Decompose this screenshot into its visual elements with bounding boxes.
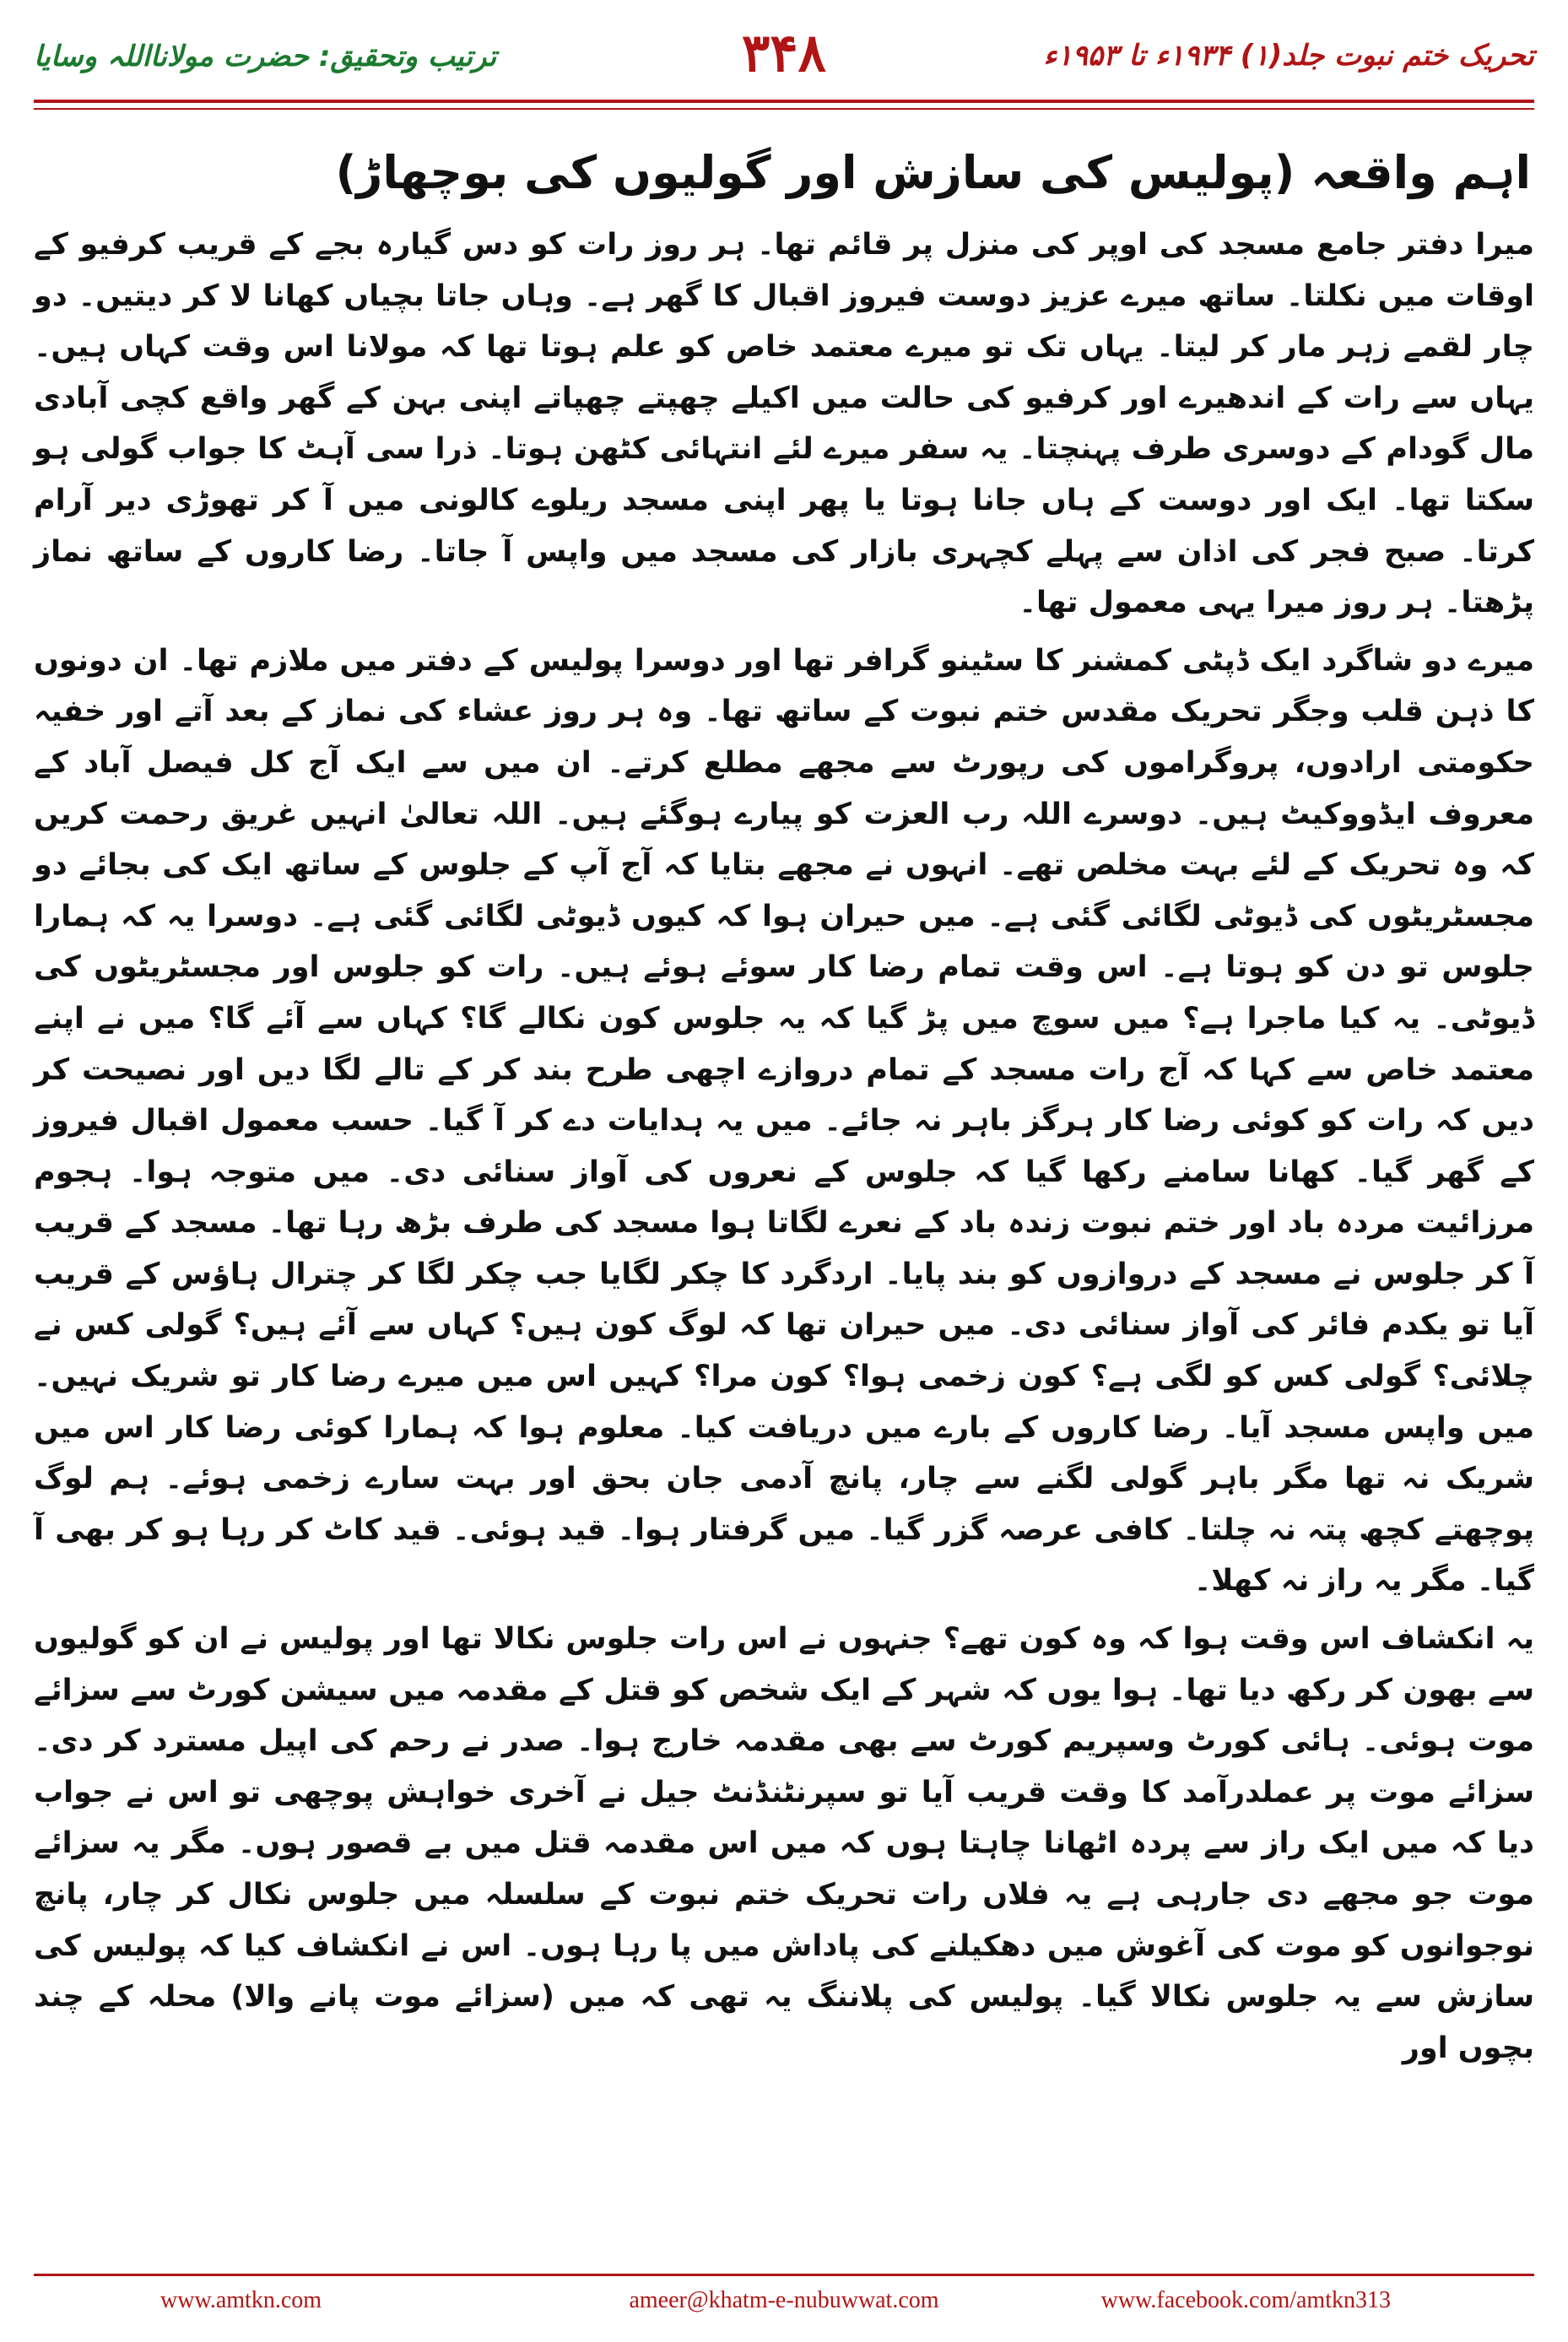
email-link[interactable]: ameer@khatm-e-nubuwwat.com [629,2287,939,2313]
footer-divider [34,2274,1534,2276]
paragraph: میرا دفتر جامع مسجد کی اوپر کی منزل پر قائم تھا۔ ہر روز رات کو دس گیارہ بجے کے قریب کرفیو کے اوقات میں نکلتا۔ ساتھ میرے عزیز دوست فیروز اقبال کا گھر ہے۔ وہاں جاتا بچیاں کھانا لا کر دیتیں۔ دو چار لقمے زہر مار کر لیتا۔ یہاں تک تو میرے معتمد خاص کو علم ہوتا تھا کہ مولانا اس وقت کہاں ہیں۔ یہاں سے رات کے اندھیرے اور کرفیو کی حالت میں اکیلے چھپتے چھپاتے اپنی بہن کے گھر واقع کچی آبادی مال گودام کے دوسری طرف پہنچتا۔ یہ سفر میرے لئے انتہائی کٹھن ہوتا۔ ذرا سی آہٹ کا جواب گولی ہو سکتا تھا۔ ایک اور دوست کے ہاں جانا ہوتا یا پھر اپنی مسجد ریلوے کالونی میں آ کر تھوڑی دیر آرام کرتا۔ صبح فجر کی اذان سے پہلے کچہری بازار کی مسجد میں واپس آ جاتا۔ رضا کاروں کے ساتھ نماز پڑھتا۔ ہر روز میرا یہی معمول تھا۔ [34,228,1534,620]
book-title: تحریک ختم نبوت جلد(۱) ۱۹۳۴ء تا ۱۹۵۳ء [1043,39,1534,73]
website-link[interactable]: www.amtkn.com [160,2287,322,2313]
paragraph: میرے دو شاگرد ایک ڈپٹی کمشنر کا سٹینو گرافر تھا اور دوسرا پولیس کے دفتر میں ملازم تھا۔ ان دونوں کا ذہن قلب وجگر تحریک مقدس ختم نبوت کے ساتھ تھا۔ وہ ہر روز عشاء کی نماز کے بعد آتے اور خفیہ حکومتی ارادوں، پروگراموں کی رپورٹ سے مجھے مطلع کرتے۔ ان میں سے ایک آج کل فیصل آباد کے معروف ایڈووکیٹ ہیں۔ دوسرے اللہ رب العزت کو پیارے ہوگئے ہیں۔ اللہ تعالیٰ انہیں غریق رحمت کریں کہ وہ تحریک کے لئے بہت مخلص تھے۔ انہوں نے مجھے بتایا کہ آج آپ کے جلوس کے ساتھ ایک کی بجائے دو مجسٹریٹوں کی ڈیوٹی لگائی گئی ہے۔ میں حیران ہوا کہ کیوں ڈیوٹی لگائی گئی ہے۔ دوسرا یہ کہ ہمارا جلوس تو دن کو ہوتا ہے۔ اس وقت تمام رضا کار سوئے ہوئے ہیں۔ رات کو جلوس اور مجسٹریٹوں کی ڈیوٹی۔ یہ کیا ماجرا ہے؟ میں سوچ میں پڑ گیا کہ یہ جلوس کون نکالے گا؟ کہاں سے آئے گا؟ میں نے اپنے معتمد خاص سے کہا کہ آج رات مسجد کے تمام دروازے اچھی طرح بند کر کے تالے لگا دیں اور نصیحت کر دیں کہ رات کو کوئی رضا کار ہرگز باہر نہ جائے۔ میں یہ ہدایات دے کر آ گیا۔ حسب معمول اقبال فیروز کے گھر گیا۔ کھانا سامنے رکھا گیا کہ جلوس کے نعروں کی آواز سنائی دی۔ میں متوجہ ہوا۔ ہجوم مرزائیت مردہ باد اور ختم نبوت زندہ باد کے نعرے لگاتا ہوا مسجد کی طرف بڑھ رہا تھا۔ مسجد کے قریب آ کر جلوس نے مسجد کے دروازوں کو بند پایا۔ اردگرد کا چکر لگایا جب چکر لگا کر چترال ہاؤس کے قریب آیا تو یکدم فائر کی آواز سنائی دی۔ میں حیران تھا کہ لوگ کون ہیں؟ کہاں سے آئے ہیں؟ گولی کس نے چلائی؟ گولی کس کو لگی ہے؟ کون زخمی ہوا؟ کون مرا؟ کہیں اس میں میرے رضا کار تو شریک نہیں۔ میں واپس مسجد آیا۔ رضا کاروں کے بارے میں دریافت کیا۔ معلوم ہوا کہ ہمارا کوئی رضا کار اس میں شریک نہ تھا مگر باہر گولی لگنے سے چار، پانچ آدمی جان بحق اور بہت سارے زخمی ہوئے۔ ہم لوگ پوچھتے کچھ پتہ نہ چلتا۔ کافی عرصہ گزر گیا۔ میں گرفتار ہوا۔ قید ہوئی۔ قید کاٹ کر رہا ہو کر بھی آ گیا۔ مگر یہ راز نہ کھلا۔ [34,643,1534,1598]
page-footer [0,2269,1568,2342]
article-body [34,127,1534,2253]
facebook-link[interactable]: www.facebook.com/amtkn313 [1100,2287,1391,2313]
editor-credit: ترتیب وتحقیق: حضرت مولانااللہ وسایا [34,40,497,73]
paragraph: یہ انکشاف اس وقت ہوا کہ وہ کون تھے؟ جنہوں نے اس رات جلوس نکالا تھا اور پولیس نے ان کو گولیوں سے بھون کر رکھ دیا تھا۔ ہوا یوں کہ شہر کے ایک شخص کو قتل کے مقدمہ میں سیشن کورٹ سے سزائے موت ہوئی۔ ہائی کورٹ وسپریم کورٹ سے بھی مقدمہ خارج ہوا۔ صدر نے رحم کی اپیل مسترد کر دی۔ سزائے موت پر عملدرآمد کا وقت قریب آیا تو سپرنٹنڈنٹ جیل نے آخری خواہش پوچھی تو اس نے جواب دیا کہ میں ایک راز سے پردہ اٹھانا چاہتا ہوں کہ میں اس مقدمہ قتل میں بے قصور ہوں۔ مگر یہ سزائے موت جو مجھے دی جارہی ہے یہ فلاں رات تحریک ختم نبوت کے سلسلہ میں جلوس نکال کر چار، پانچ نوجوانوں کو موت کی آغوش میں دھکیلنے کی پاداش میں پا رہا ہوں۔ اس نے انکشاف کیا کہ پولیس کی سازش سے یہ جلوس نکالا گیا۔ پولیس کی پلاننگ یہ تھی کہ میں (سزائے موت پانے والا) محلہ کے چند بچوں اور [34,1622,1534,2065]
page-header [0,0,1568,127]
header-divider-thin [34,108,1534,110]
page-number: ۳۴۸ [742,22,826,84]
article-title: اہم واقعہ (پولیس کی سازش اور گولیوں کی بوچھاڑ) [335,146,1531,199]
header-divider [34,100,1534,103]
